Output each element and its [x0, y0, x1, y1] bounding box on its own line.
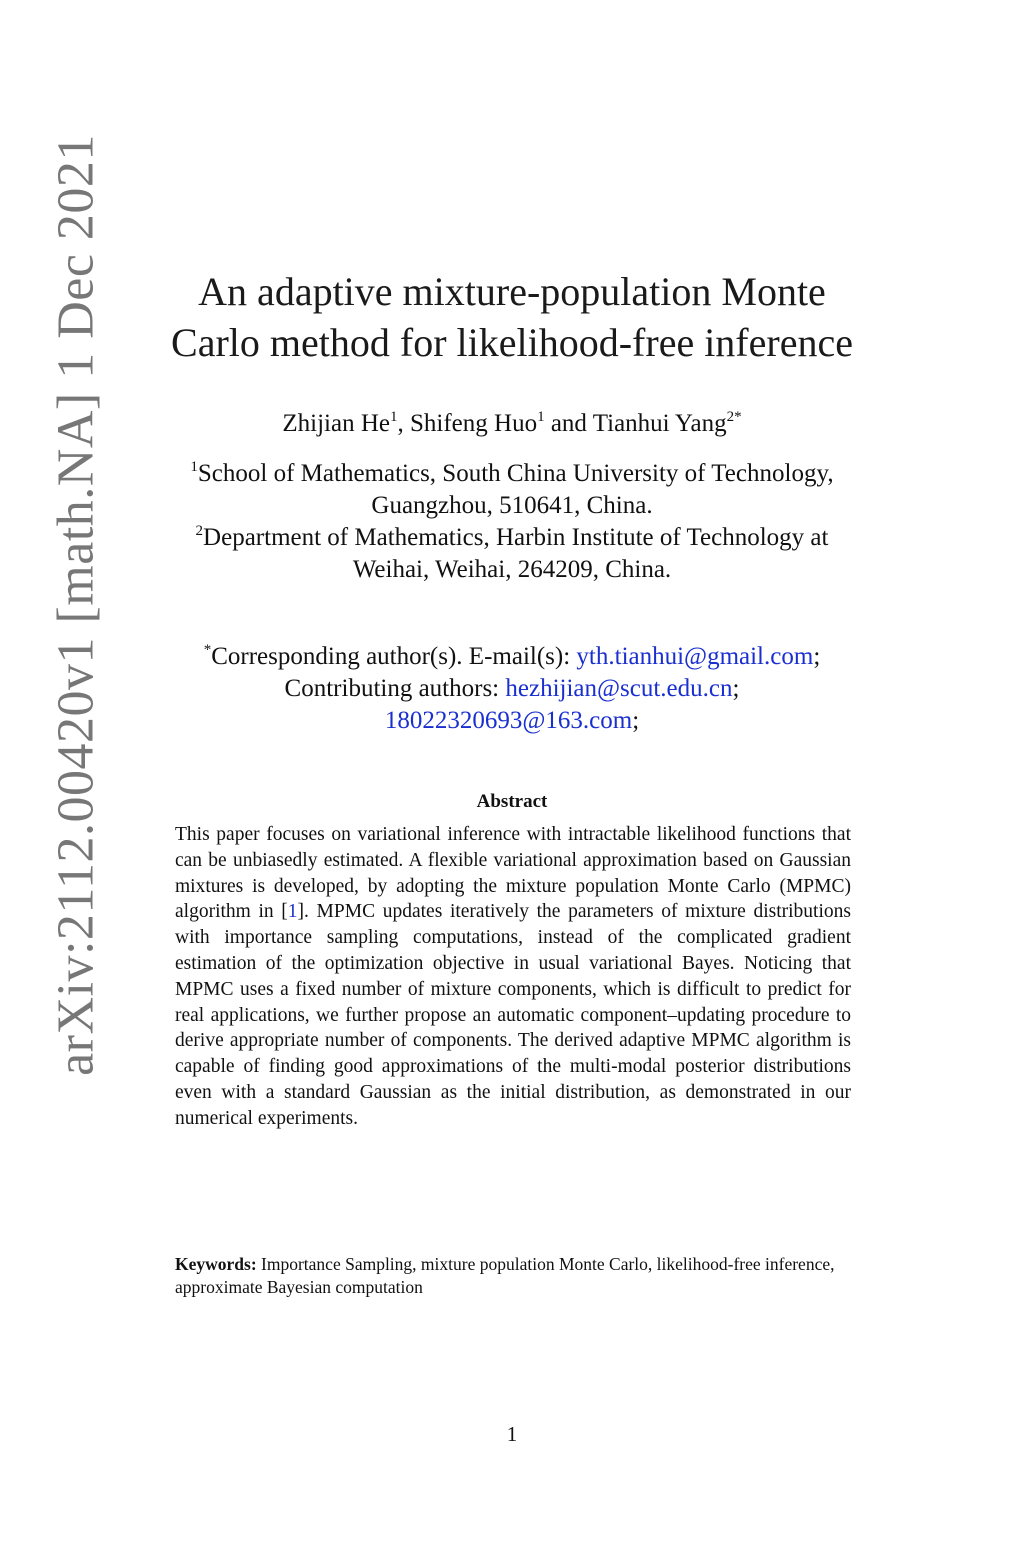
page-number: 1 [506, 1422, 518, 1446]
contributing-authors-line: Contributing authors: hezhijian@scut.edu.cn; [284, 675, 740, 702]
contact-info [130, 641, 894, 737]
abstract-heading: Abstract [476, 791, 548, 812]
author-affil-mark: 2* [726, 409, 742, 425]
author-affil-mark: 1 [537, 409, 545, 425]
keywords-text: Importance Sampling, mixture population Monte Carlo, likelihood-free inference, approximate Bayesian computation [175, 1254, 835, 1297]
corresponding-email-link[interactable]: yth.tianhui@gmail.com [576, 643, 814, 670]
arxiv-identifier[interactable]: arXiv:2112.00420v1 [math.NA] 1 Dec 2021 [47, 134, 105, 1076]
contributing-email-line-2: 18022320693@163.com; [384, 707, 640, 734]
contributing-email-link-2[interactable]: 18022320693@163.com [384, 707, 633, 734]
abstract-body: This paper focuses on variational inference with intractable likelihood functions that can be unbiasedly estimated. A flexible variational approximation based on Gaussian mixtures is developed, by adopting the mixture population Monte Carlo (MPMC) algorithm in [1]. MPMC updates iteratively the parameters of mixture distributions with importance sampling computations, instead of the complicated gradient estimation of the optimization objective in usual variational Bayes. Noticing that MPMC uses a fixed number of mixture components, which is difficult to predict for real applications, we further propose an automatic component–updating procedure to derive appropriate number of components. The derived adaptive MPMC algorithm is capable of finding good approximations of the multi-modal posterior distributions even with a standard Gaussian as the initial distribution, as demonstrated in our numerical experiments. [175, 824, 851, 1129]
keywords-label: Keywords: [175, 1254, 257, 1274]
author-list: Zhijian He$^1$, Shifeng Huo$^1$ and Tianhui Yang$^{2*}$ [282, 409, 742, 437]
affiliation-1: $^1$School of Mathematics, South China University of Technology, Guangzhou, 510641, China. [190, 459, 834, 519]
affiliations [130, 458, 894, 586]
keywords [175, 1253, 851, 1299]
author-affil-mark: 1 [390, 409, 398, 425]
paper-title [150, 266, 874, 368]
corresponding-author-line: *Corresponding author(s). E-mail(s): yth.tianhui@gmail.com; [203, 642, 821, 670]
author-name: Shifeng Huo [410, 410, 538, 437]
author-name: Zhijian He [282, 410, 390, 437]
citation-link[interactable]: 1 [287, 901, 298, 923]
author-name: Tianhui Yang [592, 410, 727, 437]
title-line-1: An adaptive mixture-population Monte [198, 269, 826, 314]
title-line-2: Carlo method for likelihood-free inference [171, 320, 853, 365]
contributing-email-link-1[interactable]: hezhijian@scut.edu.cn [505, 675, 733, 702]
affiliation-2: $^2$Department of Mathematics, Harbin Institute of Technology at Weihai, Weihai, 264209, China. [195, 523, 829, 583]
